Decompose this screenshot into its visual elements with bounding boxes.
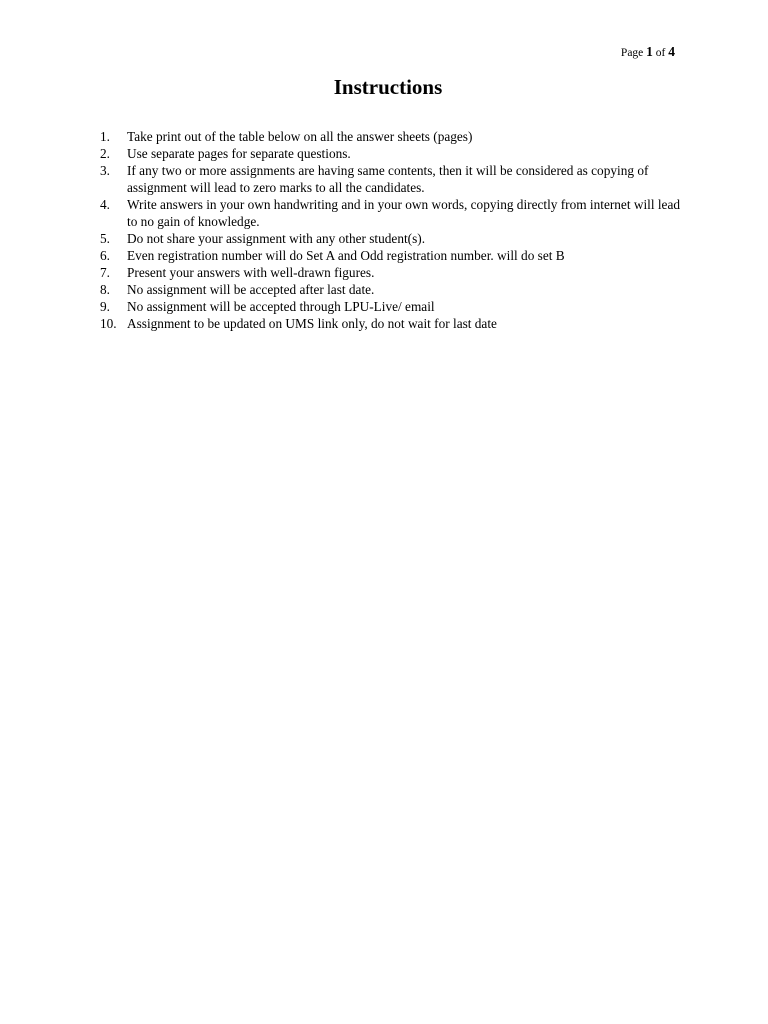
page-label: Page [620, 47, 644, 59]
instruction-item [100, 315, 680, 332]
instruction-item [100, 128, 680, 145]
instruction-item [100, 281, 680, 298]
instruction-text: If any two or more assignments are having same contents, then it will be considered as copying of assignment will lead to zero marks to all the candidates. [127, 163, 649, 195]
instruction-text: Write answers in your own handwriting and in your own words, copying directly from internet will lead to no gain of knowledge. [127, 197, 681, 229]
instruction-number: 1. [100, 129, 110, 144]
instruction-text: No assignment will be accepted after last date. [127, 282, 375, 297]
instruction-text: Present your answers with well-drawn figures. [127, 265, 375, 280]
instruction-number: 7. [100, 265, 110, 280]
instruction-number: 10. [100, 316, 117, 331]
of-label: of [655, 47, 666, 59]
instructions-list [100, 128, 680, 332]
total-pages-number: 4 [668, 44, 675, 59]
instruction-number: 4. [100, 197, 110, 212]
instruction-item [100, 264, 680, 281]
instruction-number: 2. [100, 146, 110, 161]
instruction-item [100, 247, 680, 264]
instruction-number: 8. [100, 282, 110, 297]
instruction-item [100, 230, 680, 247]
instruction-text: Do not share your assignment with any other student(s). [127, 231, 426, 246]
instruction-number: 5. [100, 231, 110, 246]
instruction-text: Even registration number will do Set A and Odd registration number. will do set B [127, 248, 565, 263]
instruction-item [100, 145, 680, 162]
current-page-number: 1 [646, 44, 653, 59]
instruction-text: Take print out of the table below on all the answer sheets (pages) [127, 129, 473, 144]
instruction-item [100, 196, 680, 230]
instruction-number: 6. [100, 248, 110, 263]
instruction-text: Assignment to be updated on UMS link only, do not wait for last date [127, 316, 497, 331]
instruction-item [100, 298, 680, 315]
instruction-number: 9. [100, 299, 110, 314]
instruction-text: Use separate pages for separate questions. [127, 146, 351, 161]
instruction-text: No assignment will be accepted through LPU-Live/ email [127, 299, 435, 314]
instruction-item [100, 162, 680, 196]
page-number [621, 44, 675, 61]
instruction-number: 3. [100, 163, 110, 178]
document-title: Instructions [333, 75, 443, 99]
